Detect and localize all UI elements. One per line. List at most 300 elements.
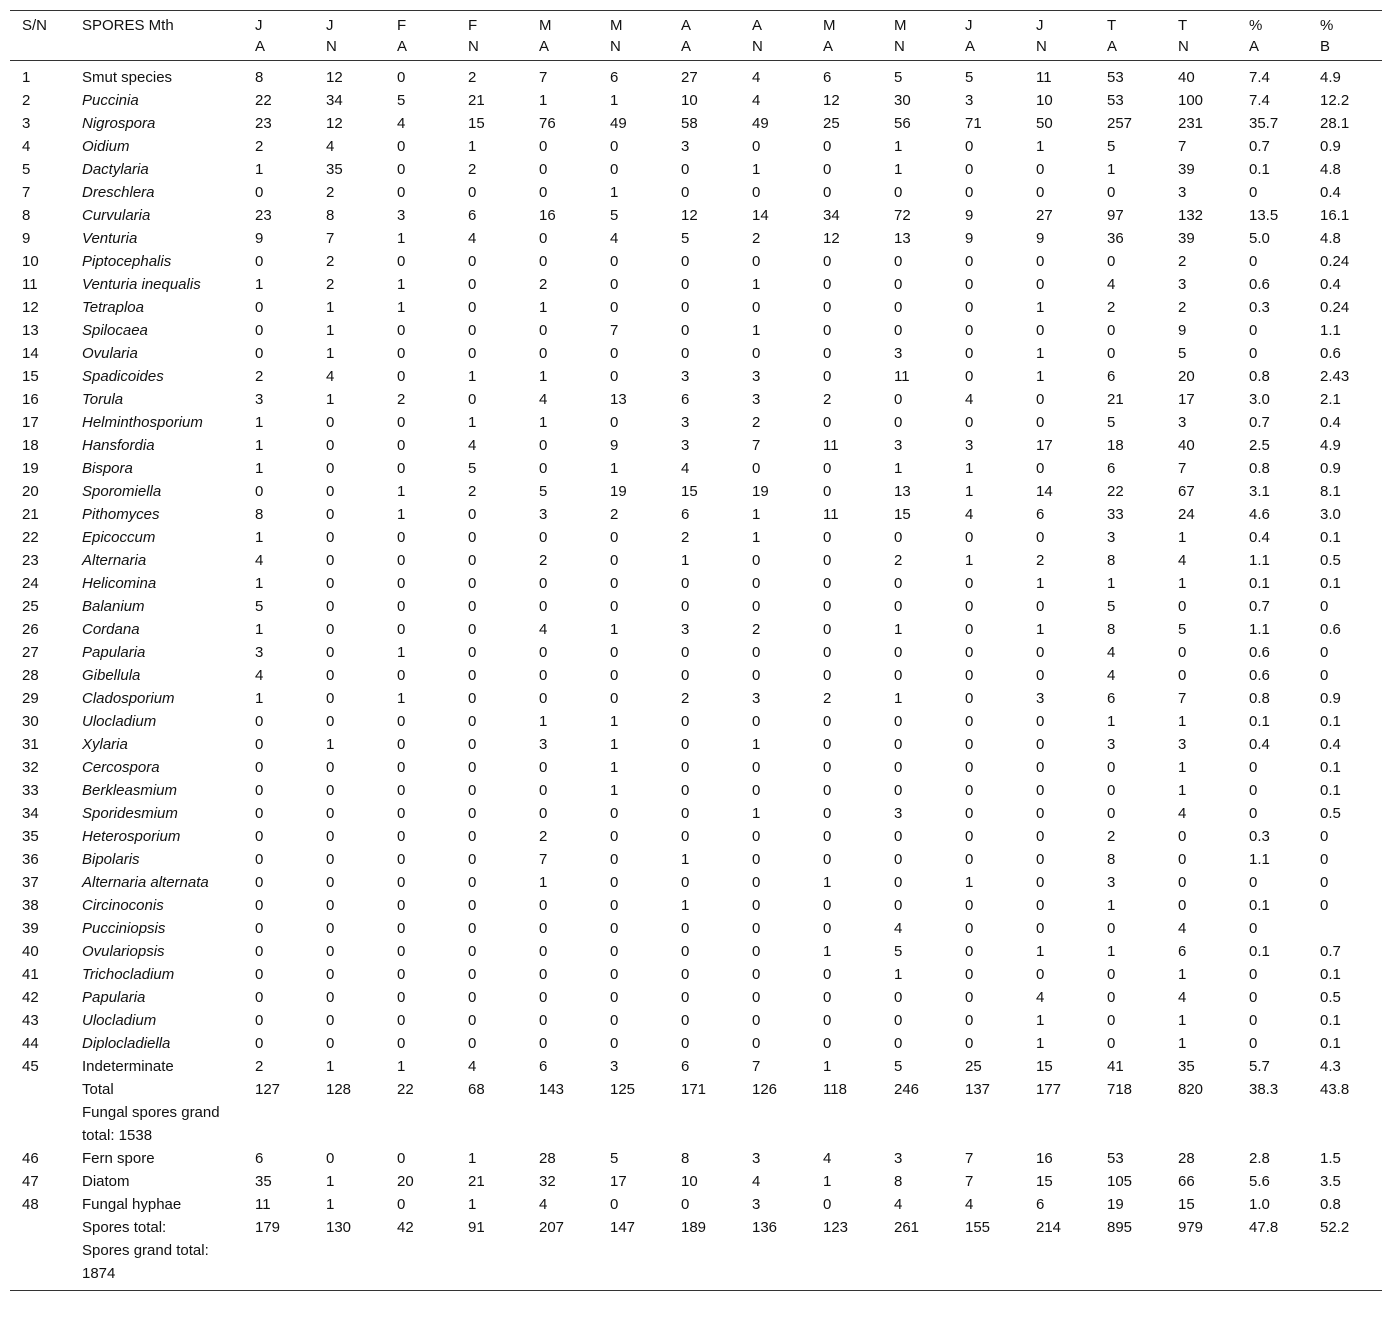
value-cell: 0: [965, 943, 974, 960]
value-cell: 0: [823, 483, 832, 500]
value-cell: 0: [326, 874, 335, 891]
value-cell: 23: [255, 115, 272, 132]
spore-name-cell: Smut species: [82, 69, 173, 86]
value-cell: 0: [823, 782, 832, 799]
value-cell: 1: [539, 299, 548, 316]
spore-name-cell: Spilocaea: [82, 322, 148, 339]
value-cell: 1: [1036, 345, 1045, 362]
column-header-line1: J: [965, 17, 973, 34]
value-cell: 56: [894, 115, 911, 132]
value-cell: 0: [894, 874, 903, 891]
value-cell: 0.1: [1249, 575, 1270, 592]
value-cell: 1: [894, 966, 903, 983]
serial-number-cell: [10, 1101, 70, 1147]
serial-number-cell: 21: [22, 506, 39, 523]
value-cell: 0: [397, 621, 406, 638]
value-cell: 0.5: [1320, 989, 1341, 1006]
value-cell: 67: [1178, 483, 1195, 500]
table-row: [10, 664, 1382, 687]
value-cell: 0: [965, 897, 974, 914]
value-cell: 1: [255, 276, 264, 293]
value-cell: 0: [681, 966, 690, 983]
value-cell: 8: [326, 207, 335, 224]
value-cell: 0: [1249, 759, 1258, 776]
value-cell: 0: [468, 253, 477, 270]
value-cell: 2: [823, 690, 832, 707]
value-cell: 8: [255, 69, 264, 86]
serial-number-cell: 38: [22, 897, 39, 914]
value-cell: 0: [894, 299, 903, 316]
value-cell: 128: [326, 1081, 352, 1098]
value-cell: 4: [681, 460, 690, 477]
value-cell: 1: [823, 874, 832, 891]
serial-number-cell: 8: [22, 207, 31, 224]
table-row: [10, 503, 1382, 526]
value-cell: 0: [681, 828, 690, 845]
value-cell: 0: [681, 253, 690, 270]
value-cell: 820: [1178, 1081, 1204, 1098]
value-cell: 0.7: [1249, 138, 1270, 155]
value-cell: 0: [752, 644, 761, 661]
value-cell: 1: [326, 345, 335, 362]
spore-name-cell: Bipolaris: [82, 851, 140, 868]
value-cell: 0: [326, 598, 335, 615]
value-cell: 0.9: [1320, 138, 1341, 155]
value-cell: 1: [326, 1058, 335, 1075]
value-cell: 0: [681, 184, 690, 201]
value-cell: 34: [823, 207, 840, 224]
value-cell: 72: [894, 207, 911, 224]
value-cell: 0: [610, 1196, 619, 1213]
value-cell: 49: [610, 115, 627, 132]
value-cell: 1: [539, 414, 548, 431]
value-cell: 0: [894, 759, 903, 776]
value-cell: 4: [752, 69, 761, 86]
value-cell: 143: [539, 1081, 565, 1098]
value-cell: 0: [610, 667, 619, 684]
value-cell: 0: [397, 851, 406, 868]
header-row: [10, 11, 1382, 61]
value-cell: 1: [539, 92, 548, 109]
value-cell: 7: [1178, 138, 1187, 155]
value-cell: 6: [681, 391, 690, 408]
value-cell: 0: [752, 920, 761, 937]
value-cell: 0: [397, 713, 406, 730]
value-cell: 0: [539, 529, 548, 546]
value-cell: 1: [894, 460, 903, 477]
value-cell: 0: [397, 414, 406, 431]
value-cell: 9: [255, 230, 264, 247]
value-cell: 1.1: [1249, 851, 1270, 868]
serial-number-cell: 16: [22, 391, 39, 408]
value-cell: 0: [610, 299, 619, 316]
value-cell: [527, 1101, 598, 1147]
value-cell: 11: [255, 1196, 271, 1213]
value-cell: 0: [1249, 253, 1258, 270]
column-header: [456, 11, 527, 61]
value-cell: 1: [1178, 575, 1187, 592]
value-cell: 0.8: [1249, 690, 1270, 707]
value-cell: 0.6: [1249, 276, 1270, 293]
value-cell: 0: [752, 943, 761, 960]
value-cell: 0: [1320, 851, 1329, 868]
value-cell: 13: [610, 391, 627, 408]
value-cell: 0: [1249, 782, 1258, 799]
value-cell: 1: [610, 92, 619, 109]
value-cell: 0: [1036, 322, 1045, 339]
value-cell: 0: [539, 782, 548, 799]
value-cell: 0: [539, 345, 548, 362]
value-cell: 2: [397, 391, 406, 408]
value-cell: 4: [468, 230, 477, 247]
value-cell: 0: [326, 1150, 335, 1167]
value-cell: 7: [539, 69, 548, 86]
value-cell: 6: [468, 207, 477, 224]
serial-number-cell: 9: [22, 230, 31, 247]
value-cell: 5: [894, 69, 903, 86]
value-cell: 0.1: [1320, 782, 1341, 799]
value-cell: 16: [1036, 1150, 1053, 1167]
table-row: [10, 158, 1382, 181]
value-cell: 0.4: [1249, 736, 1270, 753]
spore-name-cell: Trichocladium: [82, 966, 175, 983]
value-cell: 0: [894, 736, 903, 753]
value-cell: 0: [681, 299, 690, 316]
column-header: [1237, 11, 1308, 61]
value-cell: 0: [752, 989, 761, 1006]
value-cell: 0: [894, 644, 903, 661]
value-cell: 0: [539, 184, 548, 201]
value-cell: 0: [894, 414, 903, 431]
value-cell: 1: [610, 184, 619, 201]
spore-name-cell: Ulocladium: [82, 1012, 157, 1029]
value-cell: 0: [894, 828, 903, 845]
value-cell: 0: [965, 989, 974, 1006]
value-cell: 1: [1178, 759, 1187, 776]
column-header: [385, 11, 456, 61]
value-cell: 0: [1320, 897, 1329, 914]
value-cell: 0.9: [1320, 690, 1341, 707]
value-cell: 3: [539, 506, 548, 523]
value-cell: 125: [610, 1081, 636, 1098]
value-cell: 0: [1036, 874, 1045, 891]
spore-name-cell: Diatom: [82, 1173, 130, 1190]
value-cell: 2: [326, 253, 335, 270]
value-cell: 23: [255, 207, 272, 224]
value-cell: 1: [681, 851, 690, 868]
value-cell: 0: [752, 759, 761, 776]
value-cell: 0: [397, 184, 406, 201]
value-cell: 0: [965, 575, 974, 592]
value-cell: 9: [965, 207, 974, 224]
value-cell: 4: [752, 1173, 761, 1190]
value-cell: 0: [1107, 184, 1116, 201]
value-cell: 0: [1249, 874, 1258, 891]
value-cell: [1166, 1239, 1237, 1291]
serial-number-cell: 43: [22, 1012, 39, 1029]
value-cell: 0: [468, 667, 477, 684]
value-cell: 1: [326, 322, 335, 339]
spore-name-cell: Ovulariopsis: [82, 943, 165, 960]
value-cell: 0: [255, 759, 264, 776]
table-row: [10, 917, 1382, 940]
value-cell: 1: [255, 529, 264, 546]
value-cell: 0: [255, 345, 264, 362]
value-cell: 4: [539, 1196, 548, 1213]
value-cell: 7: [326, 230, 335, 247]
value-cell: 3.0: [1320, 506, 1341, 523]
value-cell: 9: [1036, 230, 1045, 247]
value-cell: 0: [326, 506, 335, 523]
value-cell: 14: [1036, 483, 1053, 500]
value-cell: 126: [752, 1081, 778, 1098]
table-row: [10, 342, 1382, 365]
spore-name-cell: Cordana: [82, 621, 140, 638]
value-cell: 3: [894, 345, 903, 362]
serial-number-cell: 30: [22, 713, 39, 730]
value-cell: 91: [468, 1219, 485, 1236]
value-cell: 3: [681, 368, 690, 385]
value-cell: 246: [894, 1081, 920, 1098]
value-cell: 0: [397, 1150, 406, 1167]
value-cell: 10: [681, 92, 698, 109]
spore-name-cell: Papularia: [82, 989, 146, 1006]
value-cell: 1: [397, 644, 406, 661]
value-cell: [385, 1101, 456, 1147]
value-cell: 3: [1107, 874, 1116, 891]
column-header-line1: T: [1178, 17, 1188, 34]
value-cell: 0: [1107, 322, 1116, 339]
value-cell: 155: [965, 1219, 991, 1236]
value-cell: 0: [1036, 184, 1045, 201]
value-cell: 0: [1036, 851, 1045, 868]
spore-name-cell: Sporomiella: [82, 483, 162, 500]
value-cell: 0: [1036, 736, 1045, 753]
value-cell: 4: [1178, 920, 1187, 937]
column-header: [953, 11, 1024, 61]
value-cell: 5: [1178, 345, 1187, 362]
serial-number-cell: 15: [22, 368, 39, 385]
value-cell: 0.1: [1320, 1035, 1341, 1052]
value-cell: [243, 1101, 314, 1147]
value-cell: 105: [1107, 1173, 1133, 1190]
value-cell: 0: [610, 897, 619, 914]
column-header-line1: %: [1249, 17, 1263, 34]
column-header: [70, 11, 243, 61]
serial-number-cell: 37: [22, 874, 39, 891]
value-cell: 1: [1036, 299, 1045, 316]
value-cell: 4: [1178, 989, 1187, 1006]
value-cell: 1: [1107, 943, 1116, 960]
value-cell: 0: [397, 529, 406, 546]
value-cell: 15: [1036, 1173, 1053, 1190]
value-cell: 0: [823, 759, 832, 776]
table-row: [10, 641, 1382, 664]
value-cell: 0: [610, 1012, 619, 1029]
value-cell: 2: [1107, 828, 1116, 845]
value-cell: 0: [894, 253, 903, 270]
value-cell: 0: [1036, 253, 1045, 270]
value-cell: 0: [823, 851, 832, 868]
value-cell: 21: [1107, 391, 1124, 408]
value-cell: 0: [894, 276, 903, 293]
value-cell: 0: [681, 989, 690, 1006]
value-cell: 0.8: [1320, 1196, 1341, 1213]
value-cell: 3: [752, 690, 761, 707]
value-cell: 0: [326, 897, 335, 914]
value-cell: 15: [1036, 1058, 1053, 1075]
value-cell: 0: [681, 920, 690, 937]
value-cell: 0.3: [1249, 299, 1270, 316]
value-cell: 0: [397, 138, 406, 155]
value-cell: 0: [539, 322, 548, 339]
value-cell: 1: [752, 322, 761, 339]
value-cell: 1: [1036, 138, 1045, 155]
value-cell: 0.24: [1320, 253, 1350, 270]
value-cell: 207: [539, 1219, 565, 1236]
value-cell: 0: [255, 322, 264, 339]
value-cell: 1: [468, 138, 477, 155]
value-cell: 0: [468, 782, 477, 799]
value-cell: [953, 1239, 1024, 1291]
value-cell: 0: [326, 966, 335, 983]
value-cell: 0.5: [1320, 805, 1341, 822]
value-cell: 5: [1107, 138, 1116, 155]
value-cell: 1: [823, 1058, 832, 1075]
value-cell: 20: [1178, 368, 1195, 385]
table-row: [10, 1032, 1382, 1055]
column-header-line1: F: [397, 17, 407, 34]
column-header-line1: A: [752, 17, 763, 34]
value-cell: 0: [610, 851, 619, 868]
spore-name-cell: Papularia: [82, 644, 146, 661]
value-cell: 19: [1107, 1196, 1124, 1213]
value-cell: 3: [1178, 414, 1187, 431]
value-cell: 1: [610, 759, 619, 776]
value-cell: 1: [894, 161, 903, 178]
value-cell: [527, 1239, 598, 1291]
value-cell: 32: [539, 1173, 556, 1190]
value-cell: 0: [965, 138, 974, 155]
value-cell: 0.7: [1320, 943, 1341, 960]
value-cell: 0: [610, 276, 619, 293]
column-header-line2: N: [468, 38, 479, 55]
value-cell: 2.43: [1320, 368, 1350, 385]
value-cell: 0: [610, 1035, 619, 1052]
value-cell: 0: [468, 943, 477, 960]
value-cell: 214: [1036, 1219, 1062, 1236]
value-cell: 0: [1036, 598, 1045, 615]
value-cell: 0: [823, 897, 832, 914]
value-cell: 0: [965, 253, 974, 270]
column-header-line2: A: [255, 38, 266, 55]
value-cell: 6: [1036, 506, 1045, 523]
value-cell: 0: [894, 184, 903, 201]
serial-number-cell: 20: [22, 483, 39, 500]
value-cell: 4: [539, 391, 548, 408]
spore-name-cell: Bispora: [82, 460, 133, 477]
value-cell: 0: [965, 345, 974, 362]
value-cell: 0: [610, 805, 619, 822]
value-cell: 1: [397, 690, 406, 707]
value-cell: 0: [1036, 805, 1045, 822]
value-cell: 0: [681, 667, 690, 684]
value-cell: 1: [539, 874, 548, 891]
value-cell: 0: [397, 943, 406, 960]
value-cell: 25: [823, 115, 840, 132]
value-cell: 2: [255, 138, 264, 155]
value-cell: 30: [894, 92, 911, 109]
value-cell: 6: [539, 1058, 548, 1075]
value-cell: 123: [823, 1219, 849, 1236]
column-header-line2: N: [1036, 38, 1047, 55]
value-cell: 0: [1178, 828, 1187, 845]
value-cell: 189: [681, 1219, 707, 1236]
value-cell: 0: [823, 828, 832, 845]
value-cell: 0: [255, 736, 264, 753]
value-cell: 6: [823, 69, 832, 86]
value-cell: [953, 1101, 1024, 1147]
value-cell: 66: [1178, 1173, 1195, 1190]
table-row: [10, 963, 1382, 986]
value-cell: 1: [1036, 575, 1045, 592]
serial-number-cell: 5: [22, 161, 31, 178]
value-cell: 6: [1107, 460, 1116, 477]
spores-table: [10, 10, 1382, 1291]
value-cell: 0.6: [1249, 667, 1270, 684]
value-cell: 0.1: [1249, 897, 1270, 914]
value-cell: 2: [1036, 552, 1045, 569]
column-header-line1: SPORES Mth: [82, 17, 174, 34]
value-cell: 3: [255, 644, 264, 661]
spore-name-cell: Pucciniopsis: [82, 920, 166, 937]
value-cell: 0: [1249, 322, 1258, 339]
value-cell: 127: [255, 1081, 281, 1098]
value-cell: 2: [255, 368, 264, 385]
value-cell: 0: [1249, 345, 1258, 362]
value-cell: 4: [894, 920, 903, 937]
value-cell: 0: [1178, 644, 1187, 661]
value-cell: 1: [965, 460, 974, 477]
value-cell: 0.8: [1249, 368, 1270, 385]
value-cell: 0: [681, 161, 690, 178]
value-cell: 7: [610, 322, 619, 339]
value-cell: 1: [468, 1150, 477, 1167]
value-cell: 5: [397, 92, 406, 109]
spore-name-cell: Spores total:: [82, 1219, 167, 1236]
value-cell: 5: [681, 230, 690, 247]
value-cell: 1: [610, 460, 619, 477]
spore-name-cell: Indeterminate: [82, 1058, 174, 1075]
value-cell: 5: [610, 1150, 619, 1167]
value-cell: 1: [539, 368, 548, 385]
value-cell: 13.5: [1249, 207, 1279, 224]
value-cell: 0: [397, 989, 406, 1006]
value-cell: 1: [965, 874, 974, 891]
serial-number-cell: 11: [22, 276, 38, 293]
value-cell: 0: [894, 391, 903, 408]
value-cell: 0.4: [1320, 276, 1341, 293]
value-cell: 0: [752, 598, 761, 615]
value-cell: 0: [965, 966, 974, 983]
value-cell: 16.1: [1320, 207, 1350, 224]
value-cell: 0: [1249, 1035, 1258, 1052]
value-cell: 3: [752, 368, 761, 385]
table-row: [10, 733, 1382, 756]
value-cell: 0: [468, 529, 477, 546]
spore-name-cell: Ulocladium: [82, 713, 157, 730]
value-cell: 39: [1178, 161, 1195, 178]
